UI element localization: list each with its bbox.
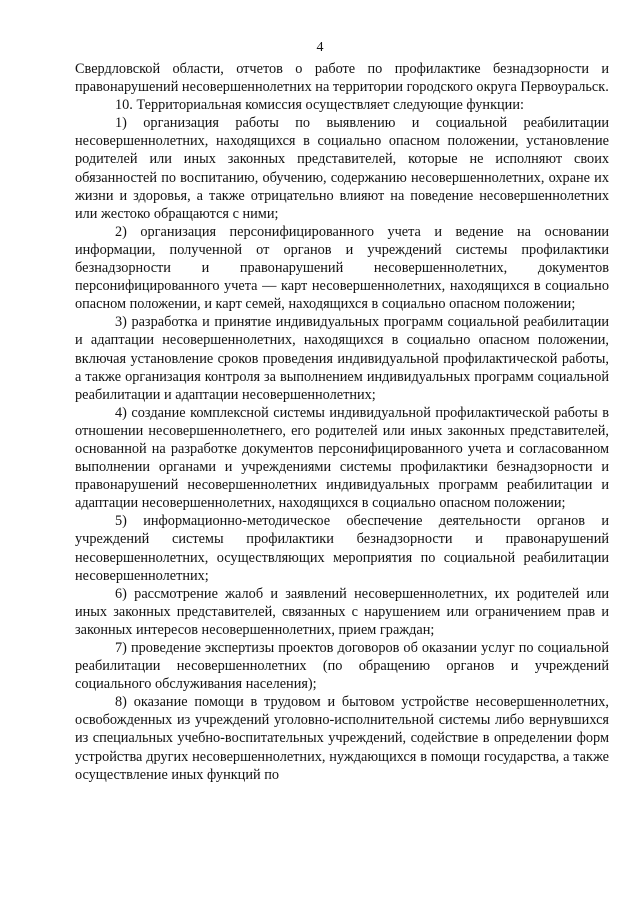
function-item-3: 3) разработка и принятие индивидуальных программ социальной реабилитации и адаптации несовершеннолетних, находящихся в социально опасном положении, включая установление сроков проведения индивидуальной профилактической работы, а также организация контроля за выполнением индивидуальных программ социальной реабилитации и адаптации несовершеннолетних; [75, 314, 609, 403]
document-body [75, 60, 609, 784]
intro-paragraph: Свердловской области, отчетов о работе по профилактике безнадзорности и правонарушений несовершеннолетних на территории городского округа Первоуральск. [75, 61, 609, 96]
function-item-4: 4) создание комплексной системы индивидуальной профилактической работы в отношении несовершеннолетнего, его родителей или иных законных представителей, основанной на разработке документов персонифицированного учета и согласованном выполнении органами и учреждениями системы профилактики безнадзорности и правонарушений несовершеннолетних индивидуальных программ реабилитации и адаптации несовершеннолетних, находящихся в социально опасном положении; [75, 404, 609, 512]
page-number: 4 [316, 40, 324, 55]
function-item-7: 7) проведение экспертизы проектов договоров об оказании услуг по социальной реабилитации несовершеннолетних (по обращению органов и учреждений социального обслуживания населения); [75, 640, 609, 693]
function-item-8: 8) оказание помощи в трудовом и бытовом устройстве несовершеннолетних, освобожденных из учреждений уголовно-исполнительной системы либо вернувшихся из специальных учебно-воспитательных учреждений, содействие в определении форм устройства других несовершеннолетних, нуждающихся в помощи государства, а также осуществление иных функций по [75, 694, 609, 783]
function-item-6: 6) рассмотрение жалоб и заявлений несовершеннолетних, их родителей или иных законных представителей, связанных с нарушением или ограничением прав и законных интересов несовершеннолетних, прием граждан; [75, 585, 609, 638]
section-heading: 10. Территориальная комиссия осуществляет следующие функции: [115, 97, 524, 114]
function-item-2: 2) организация персонифицированного учета и ведение на основании информации, полученной от органов и учреждений системы профилактики безнадзорности и правонарушений несовершеннолетних, документов персонифицированного учета — карт несовершеннолетних, находящихся в социально опасном положении, и карт семей, находящихся в социально опасном положении; [75, 223, 609, 313]
function-item-1: 1) организация работы по выявлению и социальной реабилитации несовершеннолетних, находящихся в социально опасном положении, установление родителей или иных законных представителей, которые не исполняют своих обязанностей по воспитанию, обучению, содержанию несовершеннолетних, охране их жизни и здоровья, а также отрицательно влияют на поведение несовершеннолетних или жестоко обращаются с ними; [75, 115, 609, 222]
function-item-5: 5) информационно-методическое обеспечение деятельности органов и учреждений системы профилактики безнадзорности и правонарушений несовершеннолетних, осуществляющих мероприятия по социальной реабилитации несовершеннолетних; [75, 513, 609, 584]
